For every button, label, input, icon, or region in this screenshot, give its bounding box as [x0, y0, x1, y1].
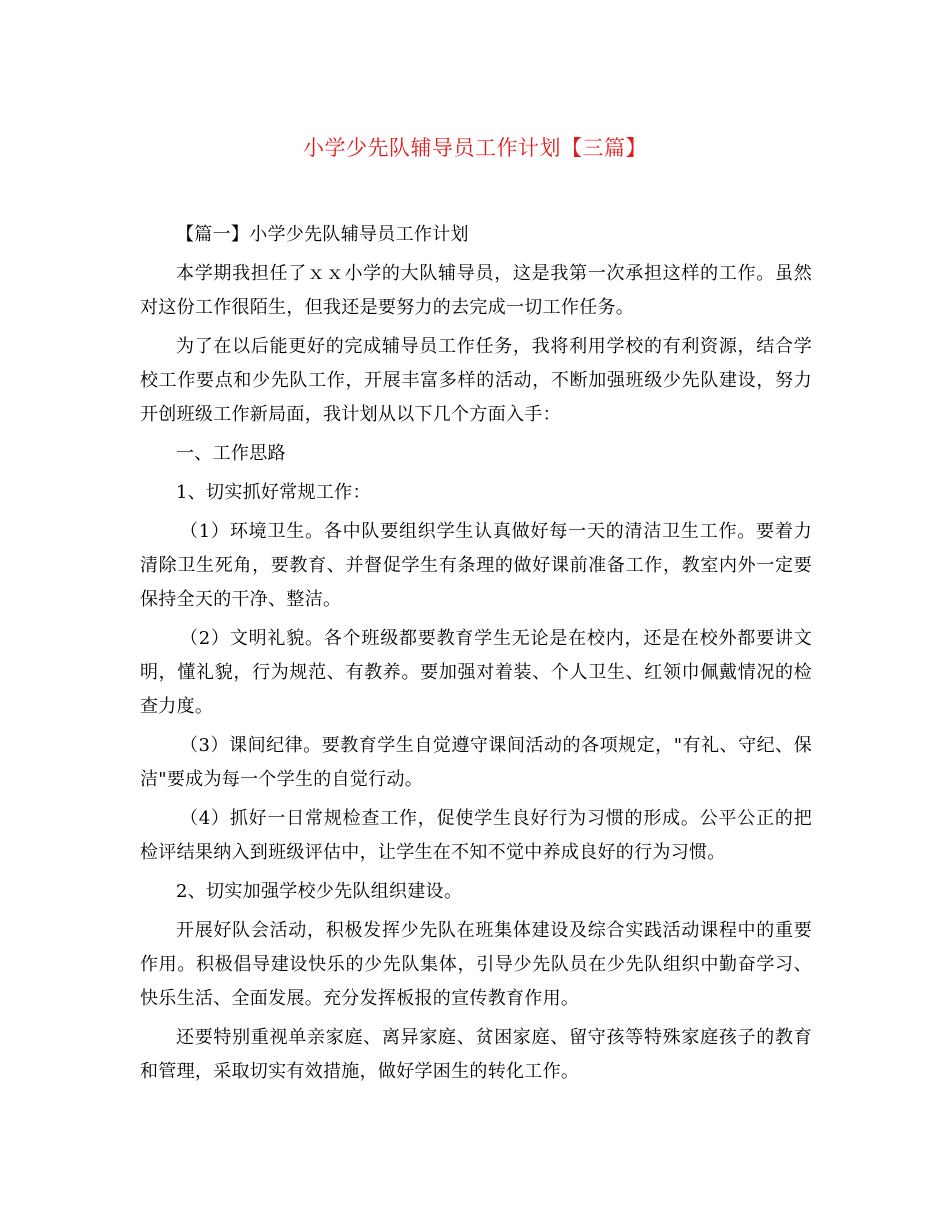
heading-routine-work: 1、切实抓好常规工作：	[176, 482, 371, 503]
document-body	[140, 218, 812, 1089]
item-civility: （2）文明礼貌。各个班级都要教育学生无论是在校内，还是在校外都要讲文明，懂礼貌，行为规范、有教养。要加强对着装、个人卫生、红领巾佩戴情况的检查力度。	[140, 628, 812, 717]
paragraph-team-activities: 开展好队会活动，积极发挥少先队在班集体建设及综合实践活动课程中的重要作用。积极倡导建设快乐的少先队集体，引导少先队员在少先队组织中勤奋学习、快乐生活、全面发展。充分发挥板报的宣传教育作用。	[140, 920, 812, 1009]
paragraph-intro: 本学期我担任了ｘｘ小学的大队辅导员，这是我第一次承担这样的工作。虽然对这份工作很陌生，但我还是要努力的去完成一切工作任务。	[140, 263, 812, 318]
paragraph-plan: 为了在以后能更好的完成辅导员工作任务，我将利用学校的有利资源，结合学校工作要点和少先队工作，开展丰富多样的活动，不断加强班级少先队建设，努力开创班级工作新局面，我计划从以下几个方面入手：	[140, 336, 812, 425]
paragraph-special-families: 还要特别重视单亲家庭、离异家庭、贫困家庭、留守孩等特殊家庭孩子的教育和管理，采取切实有效措施，做好学困生的转化工作。	[140, 1027, 812, 1082]
item-recess-discipline: （3）课间纪律。要教育学生自觉遵守课间活动的各项规定，"有礼、守纪、保洁"要成为每一个学生的自觉行动。	[140, 735, 812, 790]
item-environment-hygiene: （1）环境卫生。各中队要组织学生认真做好每一天的清洁卫生工作。要着力清除卫生死角，要教育、并督促学生有条理的做好课前准备工作，教室内外一定要保持全天的干净、整洁。	[140, 521, 812, 610]
item-daily-inspection: （4）抓好一日常规检查工作，促使学生良好行为习惯的形成。公平公正的把检评结果纳入到班级评估中，让学生在不知不觉中养成良好的行为习惯。	[140, 808, 812, 863]
document-title: 小学少先队辅导员工作计划【三篇】	[303, 136, 647, 160]
section-heading: 【篇一】小学少先队辅导员工作计划	[176, 224, 469, 245]
heading-work-ideas: 一、工作思路	[176, 443, 286, 464]
heading-organization-building: 2、切实加强学校少先队组织建设。	[176, 881, 463, 902]
